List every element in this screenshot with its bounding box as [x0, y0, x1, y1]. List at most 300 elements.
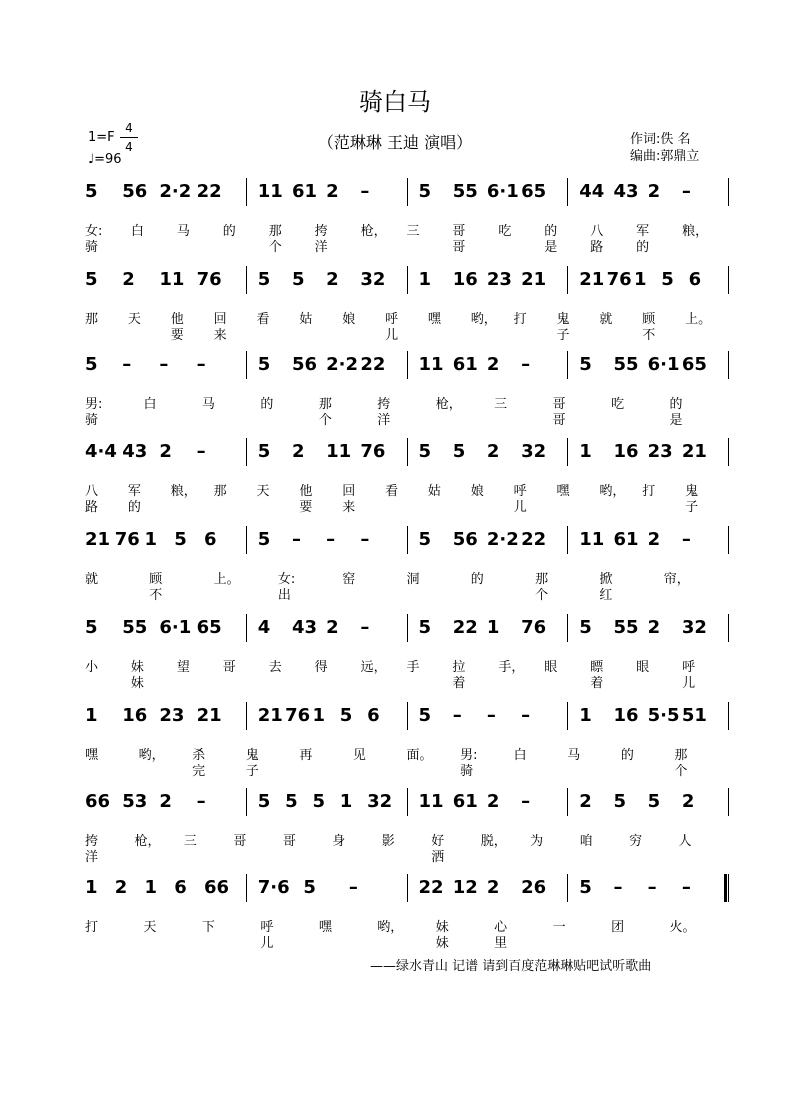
lyric-word: 枪，	[360, 224, 387, 239]
lyric-word: 看	[385, 484, 399, 499]
note: 2	[159, 441, 172, 462]
barline	[246, 438, 247, 466]
barline	[728, 438, 729, 466]
lyric-word: 姑	[427, 484, 441, 499]
note: 61	[452, 791, 478, 812]
note: 21	[85, 529, 111, 550]
note: 2	[579, 791, 592, 812]
note: 5	[579, 877, 592, 898]
lyric-word: 打	[513, 312, 527, 327]
lyric-word: 三	[406, 224, 420, 239]
lyric-word: 娘	[342, 312, 356, 327]
note: 11	[257, 181, 283, 202]
note: 55	[613, 617, 639, 638]
sustain-dash: –	[681, 877, 691, 898]
note: 2	[326, 269, 339, 290]
note: 51	[681, 705, 707, 726]
barline	[728, 178, 729, 206]
lyric-word: 的是	[544, 224, 558, 255]
note: 55	[122, 617, 148, 638]
lyric-word: 小	[85, 660, 99, 675]
note: 61	[613, 529, 639, 550]
note: 21	[196, 705, 222, 726]
note: 5	[579, 354, 592, 375]
note: 5	[452, 441, 466, 462]
note: 5	[418, 617, 432, 638]
sustain-dash: –	[521, 354, 531, 375]
barline	[567, 266, 568, 294]
barline	[407, 178, 408, 206]
lyric-word: 哥哥	[552, 397, 566, 428]
lyric-word: 军的	[636, 224, 650, 255]
note: 76	[360, 441, 386, 462]
note: 11	[326, 441, 352, 462]
sustain-dash: –	[196, 441, 206, 462]
note: 21	[579, 269, 605, 290]
lyric-word: 嘿	[427, 312, 441, 327]
barline	[246, 788, 247, 816]
lyric-word: 帘，	[663, 572, 690, 587]
lyric-word: 洞	[406, 572, 420, 587]
lyric-word: 呼儿	[513, 484, 527, 515]
sustain-dash: –	[613, 877, 623, 898]
note: 61	[291, 181, 317, 202]
lyric-word: 粮，	[682, 224, 709, 239]
note: 32	[681, 617, 707, 638]
lyric-word: 哥	[282, 834, 296, 849]
note: 1	[633, 269, 647, 290]
lyric-word: 身	[332, 834, 346, 849]
note: 1	[312, 705, 325, 726]
barline	[728, 614, 729, 642]
lyric-word: 心里	[494, 920, 508, 951]
lyric-word: 脱，	[480, 834, 507, 849]
note: 76	[521, 617, 547, 638]
note: 16	[613, 441, 639, 462]
note: 2	[486, 791, 500, 812]
barline	[246, 178, 247, 206]
note: 6·1	[159, 617, 192, 638]
lyric-word: 去	[268, 660, 282, 675]
note: 6	[367, 705, 380, 726]
lyric-word: 马	[176, 224, 190, 239]
lyric-word: 那	[85, 312, 99, 327]
lyric-word: 一	[552, 920, 566, 935]
note: 2·2	[486, 529, 519, 550]
lyric-word: 粮，	[170, 484, 197, 499]
sustain-dash: –	[486, 705, 496, 726]
lyric-word: 挎洋	[314, 224, 328, 255]
sustain-dash: –	[196, 354, 206, 375]
barline	[407, 614, 408, 642]
barline	[567, 526, 568, 554]
lyric-word: 下	[201, 920, 215, 935]
barline	[567, 702, 568, 730]
lyric-word: 上。	[213, 572, 240, 587]
note: 21	[681, 441, 707, 462]
note: 32	[367, 791, 393, 812]
note: 23	[647, 441, 673, 462]
lyric-word: 杀完	[192, 748, 206, 779]
note: 21	[521, 269, 547, 290]
note: 1	[418, 269, 432, 290]
note: 5	[312, 791, 325, 812]
note: 23	[486, 269, 512, 290]
lyric-word: 白	[513, 748, 527, 763]
note: 56	[291, 354, 317, 375]
lyric-word: 的	[260, 397, 274, 412]
lyric-word: 眼	[544, 660, 558, 675]
barline	[728, 788, 729, 816]
lyric-word: 军的	[127, 484, 141, 515]
lyric-word: 挎洋	[85, 834, 99, 865]
barline	[407, 351, 408, 379]
note: 2	[647, 181, 661, 202]
lyric-word: 顾不	[642, 312, 656, 343]
barline	[728, 526, 729, 554]
lyric-word: 打	[85, 920, 99, 935]
note: 2	[326, 181, 339, 202]
barline	[728, 266, 729, 294]
sustain-dash: –	[348, 877, 358, 898]
note: 5	[257, 269, 271, 290]
barline	[567, 788, 568, 816]
note: 66	[85, 791, 111, 812]
lyric-word: 团	[611, 920, 625, 935]
lyric-word: 三	[183, 834, 197, 849]
note: 65	[196, 617, 222, 638]
note: 66	[204, 877, 230, 898]
note: 76	[196, 269, 222, 290]
lyric-word: 哟，	[138, 748, 165, 763]
barline	[407, 702, 408, 730]
note: 5·5	[647, 705, 680, 726]
note: 5	[85, 181, 98, 202]
lyric-word: 妹妹	[130, 660, 144, 691]
note: 76	[285, 705, 311, 726]
lyric-word: 天	[127, 312, 141, 327]
note: 5	[647, 791, 661, 812]
lyric-word: 娘	[470, 484, 484, 499]
note: 44	[579, 181, 605, 202]
note: 2	[647, 529, 661, 550]
note: 65	[681, 354, 707, 375]
note: 2	[647, 617, 661, 638]
note: 61	[452, 354, 478, 375]
note: 6	[688, 269, 702, 290]
lyric-word: 打	[642, 484, 656, 499]
lyric-word: 的是	[669, 397, 683, 428]
note: 6	[204, 529, 217, 550]
barline	[728, 351, 729, 379]
sustain-dash: –	[360, 617, 370, 638]
note: 2	[291, 441, 305, 462]
note: 5	[291, 269, 305, 290]
note: 23	[159, 705, 185, 726]
barline	[246, 526, 247, 554]
barline	[246, 702, 247, 730]
footer-note: ——绿水青山 记谱 请到百度范琳琳贴吧试听歌曲	[370, 959, 652, 974]
barline	[407, 438, 408, 466]
note: 6·1	[647, 354, 680, 375]
sustain-dash: –	[122, 354, 132, 375]
tempo-value: =96	[94, 152, 122, 167]
note: 5	[418, 705, 432, 726]
note: 5	[85, 269, 98, 290]
lyric-word: 妹妹	[435, 920, 449, 951]
note: 1	[339, 791, 353, 812]
sustain-dash: –	[452, 705, 462, 726]
note: 5	[85, 354, 98, 375]
barline	[567, 178, 568, 206]
note: 43	[291, 617, 317, 638]
sustain-dash: –	[521, 791, 531, 812]
note: 56	[122, 181, 148, 202]
sustain-dash: –	[360, 181, 370, 202]
barline	[407, 266, 408, 294]
sustain-dash: –	[196, 791, 206, 812]
barline	[567, 351, 568, 379]
note: 7·6	[257, 877, 290, 898]
barline	[246, 266, 247, 294]
note: 65	[521, 181, 547, 202]
note: 43	[122, 441, 148, 462]
note: 6·1	[486, 181, 519, 202]
lyric-word: 人	[678, 834, 692, 849]
lyric-word: 的	[222, 224, 236, 239]
lyric-word: 手	[406, 660, 420, 675]
lyric-word: 鬼子	[245, 748, 259, 779]
lyric-word: 就	[599, 312, 613, 327]
note: 5	[418, 529, 432, 550]
sustain-dash: –	[360, 529, 370, 550]
note: 55	[613, 354, 639, 375]
note: 2·2	[326, 354, 359, 375]
lyric-word: 白	[143, 397, 157, 412]
tempo-marking	[88, 152, 122, 167]
note: 4·4	[85, 441, 117, 462]
note: 22	[196, 181, 222, 202]
note: 2	[326, 617, 339, 638]
lyric-word: 哥	[233, 834, 247, 849]
lyric-word: 呼儿	[385, 312, 399, 343]
note: 16	[122, 705, 148, 726]
barline	[407, 874, 408, 902]
lyric-word: 手，	[498, 660, 525, 675]
lyric-word: 男:骑	[460, 748, 478, 779]
note: 16	[613, 705, 639, 726]
note: 2	[486, 441, 500, 462]
note: 5	[174, 529, 187, 550]
barline	[567, 438, 568, 466]
note: 2	[122, 269, 135, 290]
note: 5	[257, 441, 271, 462]
lyric-word: 女:出	[277, 572, 296, 603]
note: 5	[613, 791, 626, 812]
lyric-word: 窑	[342, 572, 356, 587]
note: 5	[85, 617, 98, 638]
note: 32	[521, 441, 547, 462]
final-barline	[724, 874, 727, 902]
barline	[246, 874, 247, 902]
lyric-word: 哟，	[599, 484, 626, 499]
lyric-word: 鬼子	[556, 312, 570, 343]
lyric-word: 马	[201, 397, 215, 412]
lyric-word: 八路	[590, 224, 604, 255]
barline	[407, 526, 408, 554]
barline	[407, 788, 408, 816]
sustain-dash: –	[291, 529, 301, 550]
note: 56	[452, 529, 478, 550]
lyric-word: 枪，	[134, 834, 161, 849]
lyric-word: 见	[352, 748, 366, 763]
lyric-word: 吃	[611, 397, 625, 412]
lyric-word: 瞟着	[590, 660, 604, 691]
note: 22	[521, 529, 547, 550]
lyric-word: 三	[494, 397, 508, 412]
note: 2	[159, 791, 172, 812]
note: 26	[521, 877, 547, 898]
lyric-word: 呼儿	[682, 660, 696, 691]
lyric-word: 就	[85, 572, 99, 587]
note: 1	[579, 441, 592, 462]
lyric-word: 穷	[629, 834, 643, 849]
lyric-word: 天	[256, 484, 270, 499]
note: 1	[579, 705, 592, 726]
note: 5	[257, 791, 271, 812]
barline	[728, 702, 729, 730]
note: 43	[613, 181, 639, 202]
note: 5	[339, 705, 353, 726]
lyric-word: 看	[256, 312, 270, 327]
note: 2	[114, 877, 128, 898]
lyric-word: 影	[381, 834, 395, 849]
barline	[246, 614, 247, 642]
note: 1	[85, 877, 98, 898]
note: 5	[285, 791, 298, 812]
note: 6	[174, 877, 187, 898]
lyric-word: 回来	[213, 312, 227, 343]
quarter-note-icon: ♩	[88, 152, 95, 167]
note: 22	[452, 617, 478, 638]
lyric-word: 马	[567, 748, 581, 763]
lyric-word: 天	[143, 920, 157, 935]
lyric-word: 哥哥	[452, 224, 466, 255]
lyric-word: 他要	[170, 312, 184, 343]
lyric-word: 上。	[685, 312, 712, 327]
note: 1	[486, 617, 500, 638]
performers-line: （范琳琳 王迪 演唱）	[317, 133, 473, 152]
lyric-word: 枪，	[435, 397, 462, 412]
lyric-word: 男:骑	[85, 397, 103, 428]
note: 11	[579, 529, 605, 550]
note: 16	[452, 269, 478, 290]
lyric-word: 拉着	[452, 660, 466, 691]
barline	[567, 874, 568, 902]
lyric-word: 远，	[360, 660, 387, 675]
barline	[246, 351, 247, 379]
note: 76	[606, 269, 632, 290]
lyric-word: 嘿	[85, 748, 99, 763]
lyric-word: 挎洋	[377, 397, 391, 428]
sustain-dash: –	[681, 181, 691, 202]
sustain-dash: –	[159, 354, 169, 375]
lyric-word: 那个	[535, 572, 549, 603]
note: 11	[418, 354, 444, 375]
key-signature: 1=F	[88, 130, 115, 145]
lyric-word: 的	[470, 572, 484, 587]
lyric-word: 女:骑	[85, 224, 103, 255]
lyric-word: 顾不	[149, 572, 163, 603]
lyric-word: 嘿	[318, 920, 332, 935]
lyric-word: 哟，	[470, 312, 497, 327]
note: 11	[418, 791, 444, 812]
lyric-word: 望	[176, 660, 190, 675]
note: 5	[661, 269, 674, 290]
sustain-dash: –	[681, 529, 691, 550]
lyric-word: 哟，	[377, 920, 404, 935]
lyric-word: 鬼子	[685, 484, 699, 515]
note: 22	[418, 877, 444, 898]
lyric-word: 那	[213, 484, 227, 499]
lyric-word: 为	[530, 834, 544, 849]
lyric-word: 得	[314, 660, 328, 675]
sustain-dash: –	[647, 877, 657, 898]
lyric-word: 再	[299, 748, 313, 763]
note: 22	[360, 354, 386, 375]
lyric-word: 回来	[342, 484, 356, 515]
lyric-word: 他要	[299, 484, 313, 515]
lyric-word: 姑	[299, 312, 313, 327]
note: 76	[114, 529, 140, 550]
lyric-word: 咱	[579, 834, 593, 849]
sustain-dash: –	[521, 705, 531, 726]
note: 5	[418, 181, 432, 202]
note: 21	[257, 705, 283, 726]
barline	[567, 614, 568, 642]
lyric-word: 嘿	[556, 484, 570, 499]
lyric-word: 那个	[268, 224, 282, 255]
note: 5	[579, 617, 592, 638]
lyric-word: 八路	[85, 484, 99, 515]
note: 5	[257, 529, 271, 550]
lyric-word: 白	[130, 224, 144, 239]
lyric-word: 面。	[406, 748, 433, 763]
song-title: 骑白马	[359, 88, 431, 116]
lyric-word: 好洒	[431, 834, 445, 865]
lyric-word: 掀红	[599, 572, 613, 603]
lyric-word: 的	[620, 748, 634, 763]
lyric-word: 眼	[636, 660, 650, 675]
arranger-credit: 编曲:郭鼎立	[630, 149, 700, 164]
note: 55	[452, 181, 478, 202]
lyric-word: 呼儿	[260, 920, 274, 951]
lyric-word: 吃	[498, 224, 512, 239]
barline	[728, 874, 729, 902]
lyric-word: 火。	[669, 920, 696, 935]
note: 32	[360, 269, 386, 290]
note: 5	[257, 354, 271, 375]
note: 1	[144, 877, 158, 898]
note: 1	[85, 705, 98, 726]
lyric-word: 那个	[674, 748, 688, 779]
sustain-dash: –	[326, 529, 336, 550]
note: 11	[159, 269, 185, 290]
note: 12	[452, 877, 478, 898]
time-signature-bottom: 4	[125, 140, 133, 154]
note: 2	[681, 791, 695, 812]
lyricist-credit: 作词:佚 名	[630, 132, 691, 147]
